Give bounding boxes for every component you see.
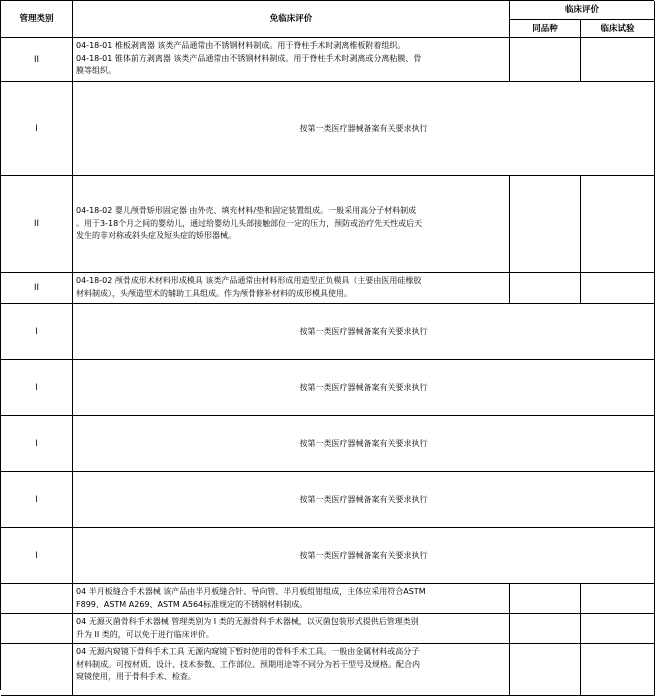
same-kind-cell (510, 584, 581, 614)
same-kind-cell (510, 644, 581, 696)
description-line: 材料制成。可按材质、设计、技术参数、工作部位、预期用途等不同分为若干型号及规格。配合内 (76, 659, 420, 669)
row-class: I (1, 472, 73, 528)
description-line: 04 半月板缝合手术器械 该产品由半月板缝合针、导向管、半月板组钳组成，主体应采用符合ASTM (76, 587, 426, 596)
header-trial: 临床试验 (581, 20, 655, 38)
description-line: 04 无源灭菌骨科手术器械 管理类别为 I 类的无源骨科手术器械，以灭菌包装形式提供后管理类别 (76, 617, 419, 626)
same-kind-cell (510, 38, 581, 82)
trial-cell (581, 273, 655, 304)
row-description (73, 38, 510, 82)
header-exempt: 免临床评价 (73, 1, 510, 38)
row-rule-text: 按第一类医疗器械备案有关要求执行 (73, 472, 655, 528)
same-kind-cell (510, 176, 581, 273)
description-line: 04-18-02 婴儿颅骨矫形固定器 由外壳、填充材料/垫和固定装置组成。一般采用高分子材料制成 (76, 206, 417, 216)
row-description (73, 584, 510, 614)
row-class: II (1, 273, 73, 304)
description-line: 升为 II 类的，可以免于进行临床评价。 (76, 629, 214, 639)
row-class (1, 584, 73, 614)
description-line: 膜等组织。 (76, 66, 116, 75)
description-line: 窥镜使用，用于骨科手术、检查。 (76, 672, 196, 681)
trial-cell (581, 176, 655, 273)
row-description (73, 273, 510, 304)
row-class: II (1, 38, 73, 82)
row-description (73, 614, 510, 644)
description-line: 发生的非对称或斜头症及短头症的矫形器械。 (76, 231, 236, 241)
row-rule-text: 按第一类医疗器械备案有关要求执行 (73, 304, 655, 360)
description-line: 04 无源内窥镜下骨科手术工具 无源内窥镜下暂时使用的骨科手术工具。一般由金属材料或高分子 (76, 647, 420, 656)
row-class: I (1, 304, 73, 360)
description-line: 材料制成），头颅造型术的辅助工具组成。作为颅骨修补材料的成形模具使用。 (76, 288, 352, 298)
header-class: 管理类别 (1, 1, 73, 38)
description-line: 。用于3-18个月之间的婴幼儿，通过给婴幼儿头部接触部位一定的压力，预防或治疗先天性或后天 (76, 218, 423, 228)
trial-cell (581, 614, 655, 644)
description-line: 04-18-01 椎板剥离器 该类产品通常由不锈钢材料制成。用于脊柱手术时剥离椎板附着组织。 (76, 41, 406, 50)
same-kind-cell (510, 614, 581, 644)
row-rule-text: 按第一类医疗器械备案有关要求执行 (73, 528, 655, 584)
row-class: I (1, 416, 73, 472)
same-kind-cell (510, 273, 581, 304)
row-class (1, 644, 73, 696)
row-description (73, 644, 510, 696)
row-class: II (1, 176, 73, 273)
description-line: F899、ASTM A269、ASTM A564标准规定的不锈钢材料制成。 (76, 599, 308, 609)
trial-cell (581, 584, 655, 614)
description-line: 04-18-02 颅骨成形术材料形成模具 该类产品通常由材料形成用造型正负模具（主要由医用硅橡胶 (76, 276, 422, 285)
header-clinical: 临床评价 (510, 1, 655, 20)
row-class (1, 614, 73, 644)
row-rule-text: 按第一类医疗器械备案有关要求执行 (73, 416, 655, 472)
header-same-kind: 同品种 (510, 20, 581, 38)
row-description (73, 176, 510, 273)
row-class: I (1, 82, 73, 176)
description-line: 04-18-01 锥体前方剥离器 该类产品通常由不锈钢材料制成。用于脊柱手术时剥离或分离粘膜、骨 (76, 53, 422, 63)
row-rule-text: 按第一类医疗器械备案有关要求执行 (73, 360, 655, 416)
row-class: I (1, 360, 73, 416)
trial-cell (581, 38, 655, 82)
row-class: I (1, 528, 73, 584)
trial-cell (581, 644, 655, 696)
row-rule-text: 按第一类医疗器械备案有关要求执行 (73, 82, 655, 176)
